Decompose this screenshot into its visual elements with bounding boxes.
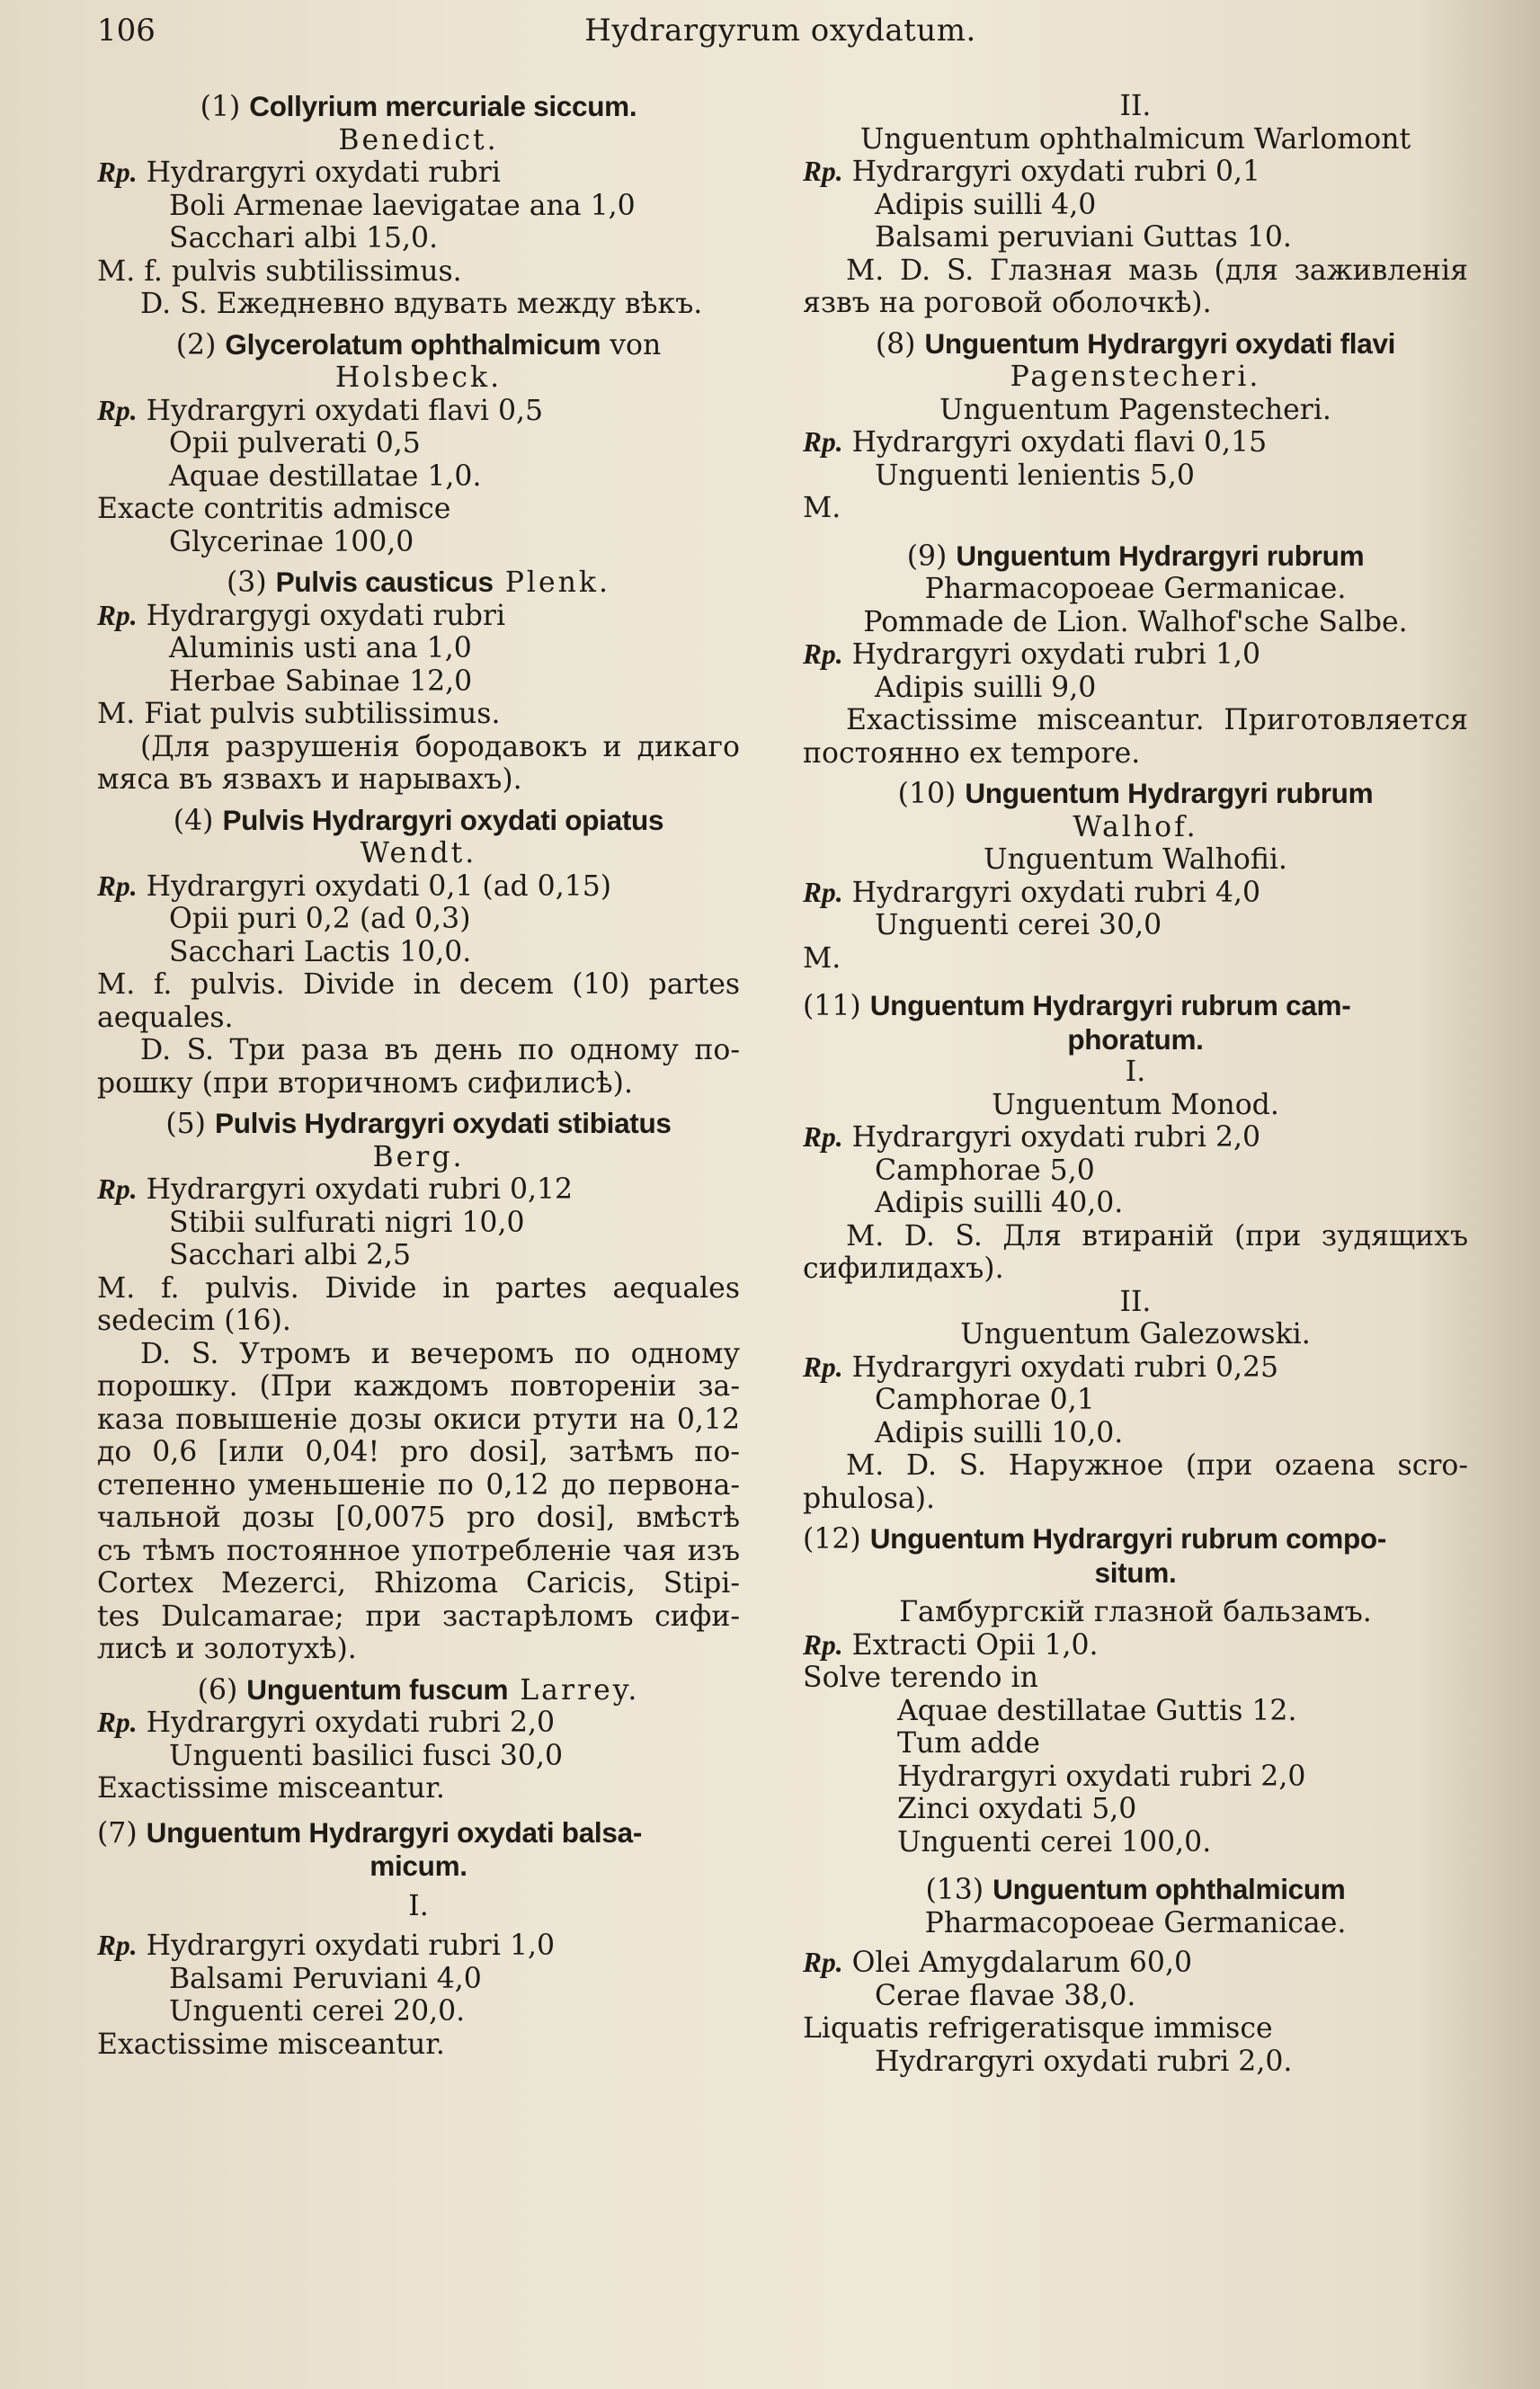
recipe-title: (10) Unguentum Hydrargyri rubrum [897, 777, 1374, 810]
recipe-11: (11) Unguentum Hydrargyri rubrum cam- phoratum. I. Unguentum Monod. Rp. Hydrargyri oxydati rubri 2,0 Camphorae 5,0 Adipis suilli 40,0. M. D. S. Для втираній (при зудящихъ сифилидахъ). II. Unguentum Galezowski. Rp. Hydrargyri oxydati rubri 0,25 Camphorae 0,1 Adipis suilli 10,0. M. D. S. Наружное (при ozaena scro- phulosa). [803, 989, 1468, 1515]
rp-mark: Rp. [803, 1350, 843, 1383]
recipe-subtitle: Гамбургскій глазной бальзамъ. [899, 1596, 1372, 1628]
rp-mark: Rp. [803, 1121, 843, 1153]
recipe-12: (12) Unguentum Hydrargyri rubrum compo- situm. Гамбургскій глазной бальзамъ. Rp. Extracti Opii 1,0. Solve terendo in Aquae destillatae Guttis 12. Tum adde Hydrargyri oxydati rubri 2,0 Zinci oxydati 5,0 Unguenti cerei 100,0. [803, 1522, 1468, 1859]
page-header [97, 13, 1464, 58]
right-column [803, 90, 1468, 2078]
recipe-2: (2) Glycerolatum ophthalmicum von Holsbeck. Rp. Hydrargyri oxydati flavi 0,5 Opii pulverati 0,5 Aquae destillatae 1,0. Exacte contritis admisce Glycerinae 100,0 [97, 328, 740, 559]
recipe-author: Wendt. [360, 837, 477, 869]
recipe-subtitle: Pharmacopoeae Germanicae. [924, 573, 1347, 605]
rp-mark: Rp. [97, 1707, 138, 1738]
recipe-author: Berg. [372, 1140, 465, 1173]
recipe-7-variant-2: II. Unguentum ophthalmicum Warlomont Rp. Hydrargyri oxydati rubri 0,1 Adipis suilli 4,0 Balsami peruviani Guttas 10. M. D. S. Глазная мазь (для заживленія язвъ на роговой оболочкѣ). [803, 90, 1468, 319]
running-title: Hydrargyrum oxydatum. [584, 13, 976, 49]
recipe-13: (13) Unguentum ophthalmicum Pharmacopoeae Germanicae. Rp. Olei Amygdalarum 60,0 Cerae flavae 38,0. Liquatis refrigeratisque immisce Hydrargyri oxydati rubri 2,0. [803, 1873, 1468, 2078]
recipe-title: (8) Unguentum Hydrargyri oxydati flavi [875, 326, 1396, 361]
recipe-subtitle: Pharmacopoeae Germanicae. [924, 1906, 1347, 1939]
recipe-title: (11) Unguentum Hydrargyri rubrum cam- [803, 989, 1351, 1022]
recipe-title: (6) Unguentum fuscum Larrey. [197, 1672, 640, 1707]
recipe-subtitle: Unguentum ophthalmicum Warlomont [859, 122, 1411, 156]
recipe-6: (6) Unguentum fuscum Larrey. Rp. Hydrargyri oxydati rubri 2,0 Unguenti basilici fusci 30,0 Exactissime misceantur. [97, 1673, 740, 1805]
variant-number: II. [1119, 90, 1152, 122]
rp-mark: Rp. [803, 1628, 843, 1661]
recipe-author: Walhof. [1073, 810, 1198, 843]
rp-mark: Rp. [803, 1947, 843, 1978]
rp-mark: Rp. [97, 1173, 138, 1205]
recipe-subtitle: Unguentum Galezowski. [960, 1318, 1311, 1350]
recipe-author: Holsbeck. [334, 361, 503, 394]
rp-mark: Rp. [803, 156, 843, 187]
recipe-title: (2) Glycerolatum ophthalmicum von [175, 327, 662, 361]
rp-mark: Rp. [803, 638, 843, 670]
recipe-subtitle: Pommade de Lion. Walhof'sche Salbe. [863, 605, 1408, 638]
recipe-3: (3) Pulvis causticus Plenk. Rp. Hydrargygi oxydati rubri Aluminis usti ana 1,0 Herbae Sabinae 12,0 M. Fiat pulvis subtilissimus. (Для разрушенія бородавокъ и дикаго мяса въ язвахъ и нарывахъ). [97, 566, 740, 796]
recipe-title: (12) Unguentum Hydrargyri rubrum compo- [803, 1522, 1387, 1556]
rp-mark: Rp. [97, 156, 138, 188]
rp-mark: Rp. [97, 394, 138, 426]
recipe-4: (4) Pulvis Hydrargyri oxydati opiatus Wendt. Rp. Hydrargyri oxydati 0,1 (ad 0,15) Opii puri 0,2 (ad 0,3) Sacchari Lactis 10,0. M. f. pulvis. Divide in decem (10) partes aequales. D. S. Три раза въ день по одному по- рошку (при вторичномъ сифилисѣ). [97, 803, 740, 1100]
recipe-author: Benedict. [338, 123, 499, 156]
recipe-1: (1) Collyrium mercuriale siccum. Benedict. Rp. Hydrargyri oxydati rubri Boli Armenae laevigatae ana 1,0 Sacchari albi 15,0. M. f. pulvis subtilissimus. D. S. Ежедневно вдувать между вѣкъ. [97, 90, 740, 321]
page-number: 106 [97, 13, 156, 49]
recipe-title: (7) Unguentum Hydrargyri oxydati balsa- [97, 1815, 643, 1850]
variant-number: II. [1119, 1285, 1152, 1318]
recipe-subtitle: Unguentum Pagenstecheri. [939, 393, 1331, 426]
recipe-title: (3) Pulvis causticus Plenk. [226, 566, 611, 599]
left-column [97, 90, 740, 2061]
recipe-title: (4) Pulvis Hydrargyri oxydati opiatus [173, 803, 664, 837]
recipe-author: Pagenstecheri. [1010, 361, 1261, 393]
recipe-subtitle: Unguentum Walhofii. [984, 843, 1287, 876]
variant-number: I. [408, 1889, 429, 1922]
rp-mark: Rp. [97, 869, 138, 902]
recipe-10: (10) Unguentum Hydrargyri rubrum Walhof. Unguentum Walhofii. Rp. Hydrargyri oxydati rubri 4,0 Unguenti cerei 30,0 M. [803, 777, 1468, 975]
recipe-8: (8) Unguentum Hydrargyri oxydati flavi Pagenstecheri. Unguentum Pagenstecheri. Rp. Hydrargyri oxydati flavi 0,15 Unguenti lenientis 5,0 M. [803, 327, 1468, 525]
rp-mark: Rp. [97, 599, 138, 631]
variant-number: I. [1125, 1056, 1146, 1088]
recipe-title: (13) Unguentum ophthalmicum [925, 1873, 1346, 1906]
recipe-subtitle: Unguentum Monod. [992, 1088, 1279, 1121]
recipe-7: (7) Unguentum Hydrargyri oxydati balsa- micum. I. Rp. Hydrargyri oxydati rubri 1,0 Balsami Peruviani 4,0 Unguenti cerei 20,0. Exactissime misceantur. [97, 1816, 740, 2062]
rp-mark: Rp. [803, 426, 843, 458]
recipe-title: (9) Unguentum Hydrargyri rubrum [906, 539, 1365, 573]
rp-mark: Rp. [97, 1930, 138, 1961]
recipe-title: (5) Pulvis Hydrargyri oxydati stibiatus [165, 1107, 672, 1140]
rp-mark: Rp. [803, 876, 843, 908]
recipe-5: (5) Pulvis Hydrargyri oxydati stibiatus Berg. Rp. Hydrargyri oxydati rubri 0,12 Stibii sulfurati nigri 10,0 Sacchari albi 2,5 M. f. pulvis. Divide in partes aequales sedecim (16). D. S. Утромъ и вечеромъ по одному порошку. (При каждомъ повтореніи за- каза повышеніе дозы окиси ртути на 0,12 до 0,6 [или 0,04! pro dosi], затѣмъ по- степенно уменьшеніе по 0,12 до первона- чальной дозы [0,0075 pro dosi], вмѣстѣ съ тѣмъ постоянное употребленіе чая изъ Cortex Mezerci, Rhizoma Caricis, Stipi- tes Dulcamarae; при застарѣломъ сифи- лисѣ и золотухѣ). [97, 1107, 740, 1665]
recipe-title: (1) Collyrium mercuriale siccum. [200, 90, 637, 123]
recipe-9: (9) Unguentum Hydrargyri rubrum Pharmacopoeae Germanicae. Pommade de Lion. Walhof'sche Salbe. Rp. Hydrargyri oxydati rubri 1,0 Adipis suilli 9,0 Exactissime misceantur. Приготовляется постоянно ex tempore. [803, 539, 1468, 770]
